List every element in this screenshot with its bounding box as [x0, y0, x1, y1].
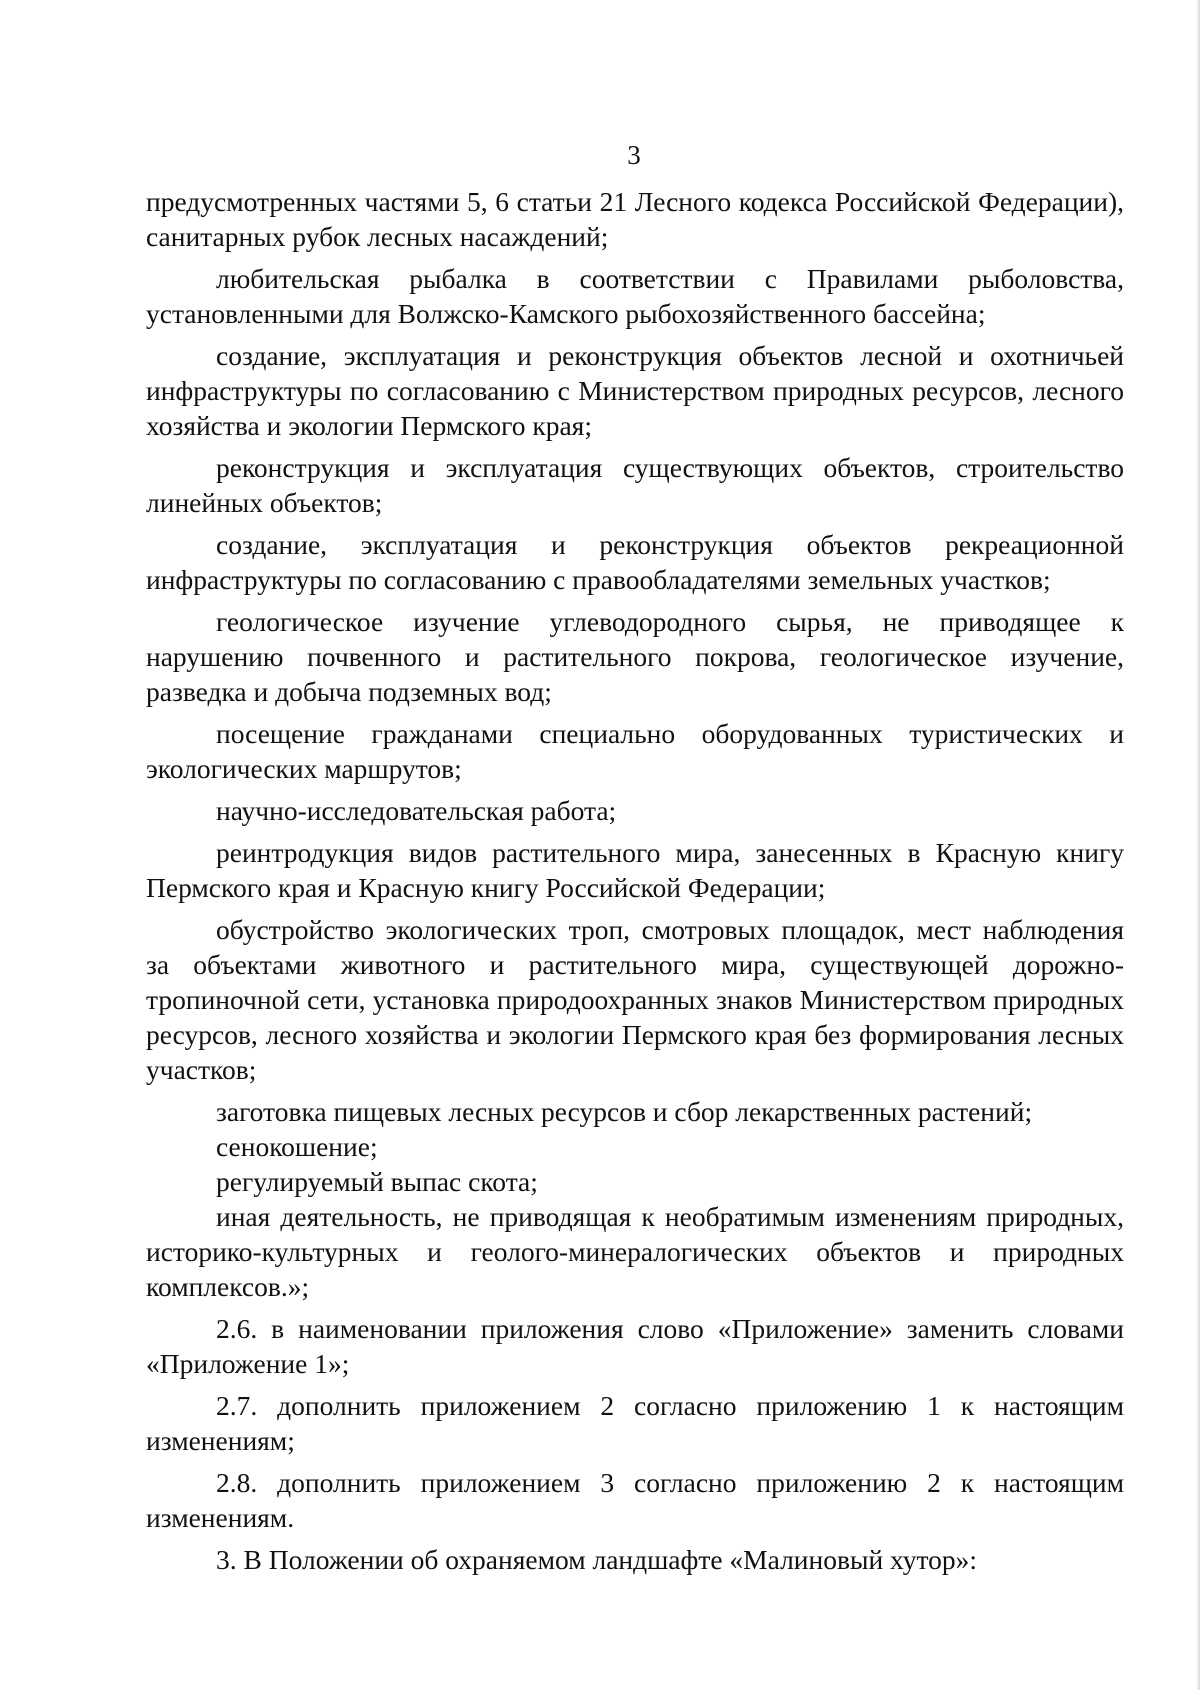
paragraph-forest-infrastructure: создание, эксплуатация и реконструкция объектов лесной и охотничьей инфраструктуры по согласованию с Министерством природных ресурсов, лесного хозяйства и экологии Пермского края; — [146, 340, 1124, 441]
paragraph-recreational-infrastructure: создание, эксплуатация и реконструкция объектов рекреационной инфраструктуры по согласованию с правообладателями земельных участков; — [146, 529, 1124, 595]
paragraph-continuation: предусмотренных частями 5, 6 статьи 21 Лесного кодекса Российской Федерации), санитарных рубок лесных насаждений; — [146, 186, 1124, 252]
paragraph-reconstruction: реконструкция и эксплуатация существующих объектов, строительство линейных объектов; — [146, 452, 1124, 518]
paragraph-grazing: регулируемый выпас скота; — [216, 1166, 538, 1197]
paragraph-amateur-fishing: любительская рыбалка в соответствии с Правилами рыболовства, установленными для Волжско-Камского рыбохозяйственного бассейна; — [146, 263, 1124, 329]
document-body — [146, 184, 1124, 1577]
paragraph-research: научно-исследовательская работа; — [216, 795, 617, 826]
page-number: 3 — [627, 140, 641, 170]
paragraph-geological-study: геологическое изучение углеводородного сырья, не приводящее к нарушению почвенного и растительного покрова, геологическое изучение, разведка и добыча подземных вод; — [146, 606, 1124, 707]
paragraph-item-3: 3. В Положении об охраняемом ландшафте «Малиновый хутор»: — [216, 1544, 978, 1575]
paragraph-reintroduction: реинтродукция видов растительного мира, занесенных в Красную книгу Пермского края и Красную книгу Российской Федерации; — [146, 837, 1124, 903]
paragraph-haymaking: сенокошение; — [216, 1131, 378, 1162]
paragraph-food-resources: заготовка пищевых лесных ресурсов и сбор лекарственных растений; — [216, 1096, 1033, 1127]
paragraph-tourist-routes: посещение гражданами специально оборудованных туристических и экологических маршрутов; — [146, 718, 1124, 784]
paragraph-item-2-6: 2.6. в наименовании приложения слово «Приложение» заменить словами «Приложение 1»; — [146, 1313, 1124, 1379]
scan-edge-shadow — [1196, 0, 1200, 1690]
paragraph-ecological-trails: обустройство экологических троп, смотровых площадок, мест наблюдения за объектами животного и растительного мира, существующей дорожно-тропиночной сети, установка природоохранных знаков Министерством природных ресурсов, лесного хозяйства и экологии Пермского края без формирования лесных участков; — [146, 914, 1124, 1085]
paragraph-other-activity: иная деятельность, не приводящая к необратимым изменениям природных, историко-культурных и геолого-минералогических объектов и природных комплексов.»; — [146, 1201, 1124, 1302]
paragraph-item-2-7: 2.7. дополнить приложением 2 согласно приложению 1 к настоящим изменениям; — [146, 1390, 1124, 1456]
paragraph-item-2-8: 2.8. дополнить приложением 3 согласно приложению 2 к настоящим изменениям. — [146, 1467, 1124, 1533]
